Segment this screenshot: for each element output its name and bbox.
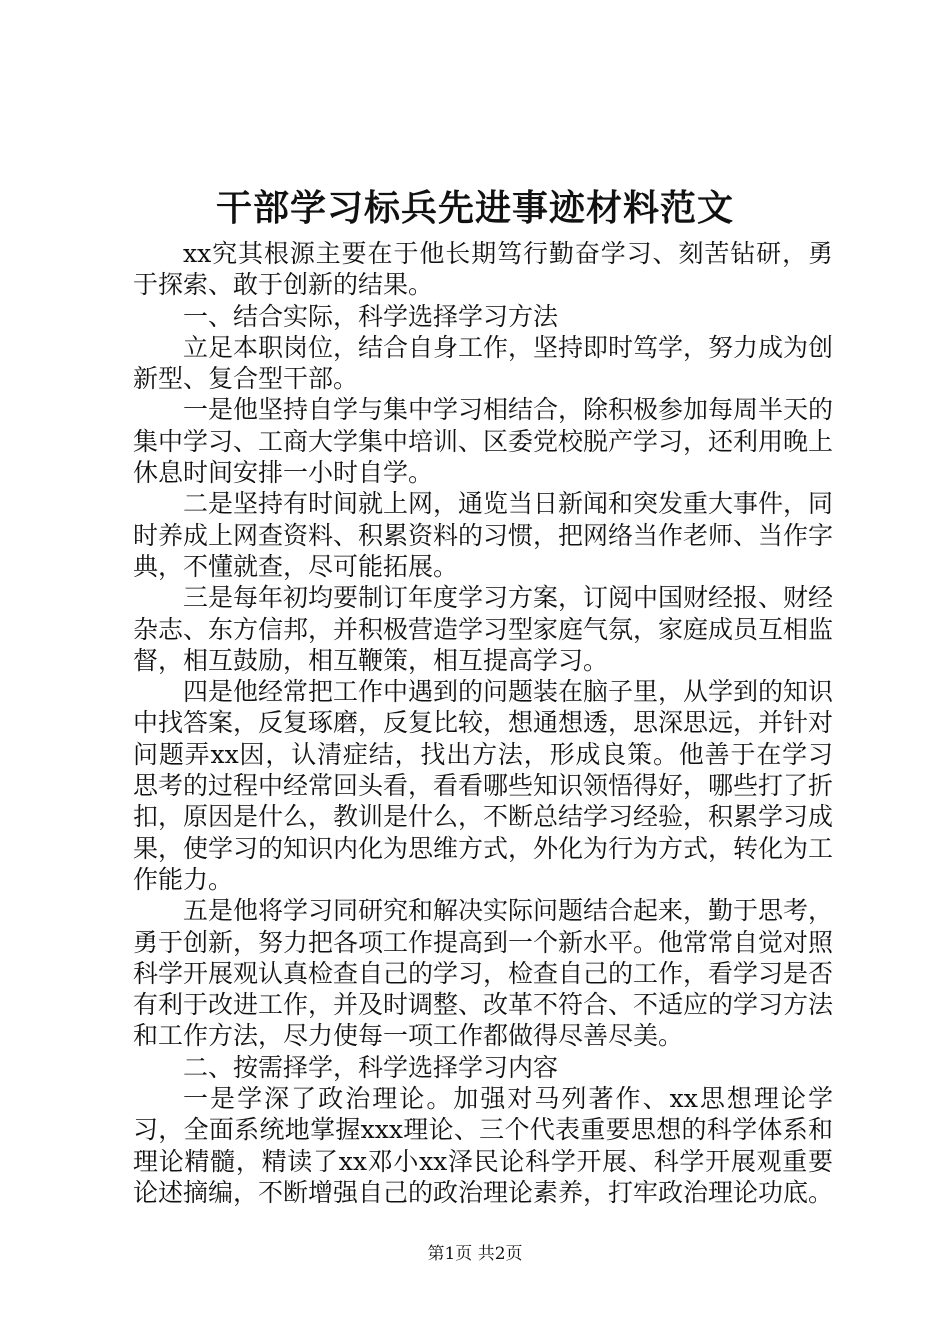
paragraph: xx究其根源主要在于他长期笃行勤奋学习、刻苦钻研，勇于探索、敢于创新的结果。 <box>133 239 833 300</box>
paragraph: 三是每年初均要制订年度学习方案，订阅中国财经报、财经杂志、东方信邦，并积极营造学习型家庭气氛，家庭成员互相监督，相互鼓励，相互鞭策，相互提高学习。 <box>133 583 834 675</box>
page-number-footer: 第1页 共2页 <box>427 1244 523 1264</box>
paragraph: 一是他坚持自学与集中学习相结合，除积极参加每周半天的集中学习、工商大学集中培训、区委党校脱产学习，还利用晚上休息时间安排一小时自学。 <box>133 395 834 488</box>
paragraph: 立足本职岗位，结合自身工作，坚持即时笃学，努力成为创新型、复合型干部。 <box>133 332 834 394</box>
paragraph: 五是他将学习同研究和解决实际问题结合起来，勤于思考，勇于创新，努力把各项工作提高到一个新水平。他常常自觉对照科学开展观认真检查自己的学习，检查自己的工作，看学习是否有利于改进工作，并及时调整、改革不符合、不适应的学习方法和工作方法，尽力使每一项工作都做得尽善尽美。 <box>133 896 834 1051</box>
document-title: 干部学习标兵先进事迹材料范文 <box>215 187 734 229</box>
section-heading: 二、按需择学，科学选择学习内容 <box>183 1052 559 1082</box>
paragraph: 四是他经常把工作中遇到的问题装在脑子里，从学到的知识中找答案，反复琢磨，反复比较，想通想透，思深思远，并针对问题弄xx因，认清症结，找出方法，形成良策。他善于在学习思考的过程中经常回头看，看看哪些知识领悟得好，哪些打了折扣，原因是什么，教训是什么，不断总结学习经验，积累学习成果，使学习的知识内化为思维方式，外化为行为方式，转化为工作能力。 <box>133 677 834 894</box>
section-heading: 一、结合实际，科学选择学习方法 <box>183 301 559 331</box>
paragraph: 一是学深了政治理论。加强对马列著作、xx思想理论学习，全面系统地掌握xxx理论、三个代表重要思想的科学体系和理论精髓，精读了xx邓小xx泽民论科学开展、科学开展观重要论述摘编，不断增强自己的政治理论素养，打牢政治理论功底。 <box>133 1084 834 1207</box>
paragraph: 二是坚持有时间就上网，通览当日新闻和突发重大事件，同时养成上网查资料、积累资料的习惯，把网络当作老师、当作字典，不懂就查，尽可能拓展。 <box>133 489 834 581</box>
document-body <box>133 238 833 1208</box>
